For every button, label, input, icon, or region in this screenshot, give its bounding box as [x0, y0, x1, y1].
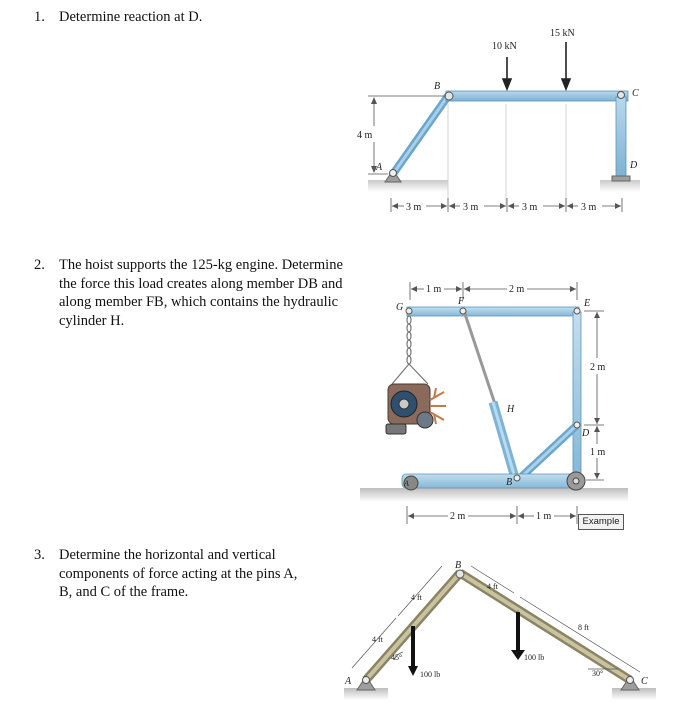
angle-label-right: 30° [592, 669, 604, 678]
dim-left-lower: 4 ft [372, 635, 383, 644]
point-label-a: A [345, 676, 352, 687]
problem-number: 2. [34, 257, 45, 273]
point-label-d: D [582, 428, 590, 439]
angle-label-left: 45° [391, 653, 403, 662]
dim-bottom-right: 1 m [536, 511, 552, 522]
example-badge: Example [578, 514, 624, 530]
dim-left-upper: 4 ft [411, 593, 422, 602]
load-arrow-right [511, 612, 525, 660]
dim-bottom-left: 2 m [450, 511, 466, 522]
point-label-a: A [404, 479, 409, 488]
point-label-d: D [630, 160, 638, 171]
point-label-c: C [641, 676, 648, 687]
dim-right-lower: 1 m [590, 447, 606, 458]
problem-number: 3. [34, 547, 45, 563]
point-label-h: H [507, 404, 515, 415]
dim-top-left: 1 m [426, 284, 442, 295]
problem-text: Determine the horizontal and vertical components of force acting at the pins A, B, and C of the frame. [59, 547, 298, 600]
load-label-10kn: 10 kN [492, 41, 517, 52]
dim-span: 3 m [463, 202, 479, 213]
load-label-15kn: 15 kN [550, 28, 575, 39]
dim-top-right: 2 m [509, 284, 525, 295]
point-label-b: B [455, 560, 462, 571]
pin-b [456, 570, 464, 578]
problem-text: The hoist supports the 125-kg engine. Determine the force this load creates along member DB and along member FB, which contains the hydraulic cylinder H. [59, 257, 343, 329]
point-label-b: B [434, 81, 441, 92]
dim-right-lower: 8 ft [578, 623, 589, 632]
point-label-c: C [632, 88, 639, 99]
dim-right-upper: 4 ft [487, 582, 498, 591]
problem-number: 1. [34, 9, 45, 25]
point-label-e: E [584, 298, 591, 309]
load-label-left: 100 lb [420, 670, 441, 679]
point-label-b: B [506, 477, 513, 488]
point-label-a: A [376, 162, 383, 173]
point-label-g: G [396, 302, 404, 313]
dim-span: 3 m [522, 202, 538, 213]
load-label-right: 100 lb [524, 653, 545, 662]
dim-span: 3 m [581, 202, 597, 213]
point-label-f: F [458, 296, 465, 307]
dim-height: 4 m [357, 130, 373, 141]
problem-text: Determine reaction at D. [59, 9, 203, 25]
dim-span: 3 m [406, 202, 422, 213]
dim-right-upper: 2 m [590, 362, 606, 373]
